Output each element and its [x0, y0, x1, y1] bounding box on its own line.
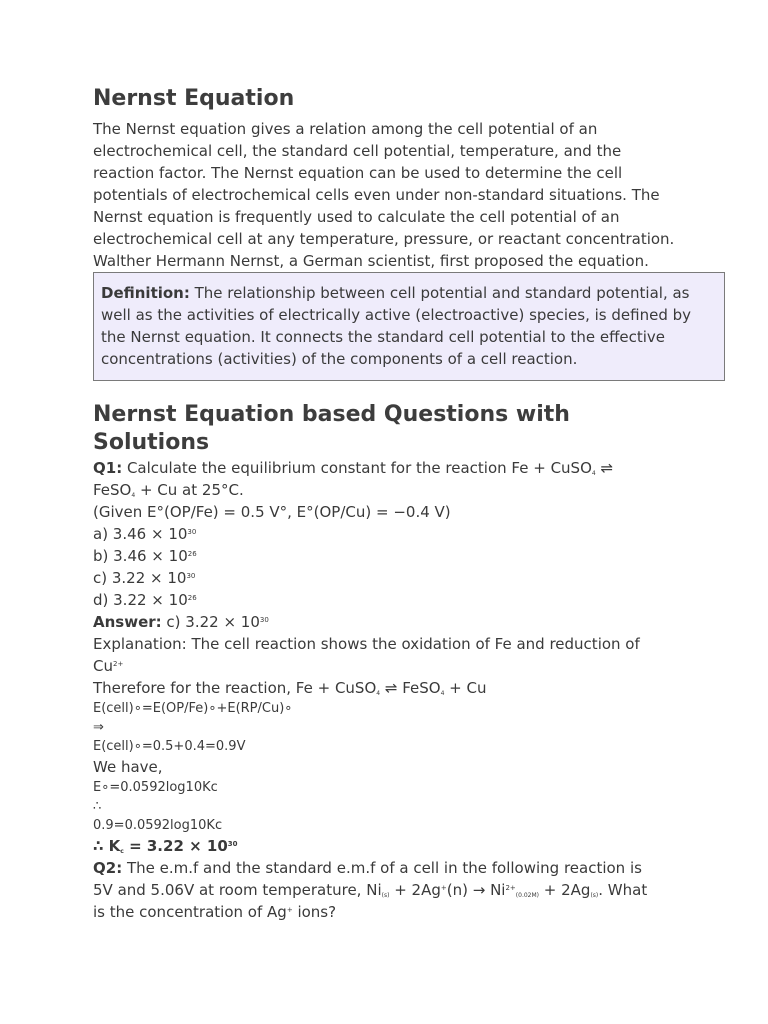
- q1-e-formula: E∘=0.0592log10Kc: [93, 780, 218, 795]
- implies-symbol: ⇒: [93, 720, 104, 735]
- q1-value-formula: 0.9=0.0592log10Kc: [93, 818, 223, 833]
- q1-option: d) $3.22 \times 10^{26}$: [93, 591, 197, 609]
- q1-answer: Answer: c) $3.22 \times 10^{30}$: [93, 613, 269, 631]
- questions-heading: Nernst Equation based Questions with Solutions: [93, 402, 570, 455]
- article: [93, 84, 692, 923]
- q1-therefore: Therefore for the reaction, Fe + CuSO$_4$ ⇌ FeSO$_4$ + Cu: [93, 679, 487, 697]
- q1-label: Q1:: [93, 459, 123, 477]
- q1-kc-result: ∴ $K_c = 3.22 \times 10^{30}$: [93, 837, 238, 855]
- q1-option: b) $3.46 \times 10^{26}$: [93, 547, 197, 565]
- question-2: [93, 857, 683, 923]
- q2-label: Q2:: [93, 859, 123, 877]
- answer-label: Answer:: [93, 613, 162, 631]
- page-title: Nernst Equation: [93, 86, 295, 111]
- q1-statement: Q1: Calculate the equilibrium constant for the reaction Fe + CuSO$_4$ ⇌ FeSO$_4$ + Cu at 25°C.: [93, 459, 614, 499]
- definition-text: The relationship between cell potential and standard potential, as well as the activities of electrically active (electroactive) species, is defined by the Nernst equation. It connects the standard cell potential to the effective concentrations (activities) of the components of a cell reaction.: [101, 284, 692, 368]
- q1-explanation: Explanation: The cell reaction shows the oxidation of Fe and reduction of $Cu^{2+}$: [93, 635, 640, 675]
- q1-given: (Given E°(OP/Fe) = 0.5 V°, E°(OP/Cu) = −0.4 V): [93, 503, 451, 521]
- therefore-symbol: ∴: [93, 799, 102, 814]
- q1-we-have: We have,: [93, 758, 163, 776]
- q1-ecell-value: E(cell)∘=0.5+0.4=0.9V: [93, 739, 246, 754]
- q1-ecell-formula: E(cell)∘=E(OP/Fe)∘+E(RP/Cu)∘: [93, 701, 293, 716]
- q2-statement: Q2: The e.m.f and the standard e.m.f of a cell in the following reaction is 5V and 5.06V at room temperature, $Ni_{(s)} + 2Ag^+(n) \to Ni^{2+}_{(0.02M)} + 2Ag_{(s)}$. What is the concentration of Ag+ ions?: [93, 859, 648, 921]
- question-1: [93, 457, 683, 857]
- definition-label: Definition:: [101, 284, 190, 302]
- definition-box: [93, 272, 725, 381]
- q1-option: c) $3.22 \times 10^{30}$: [93, 569, 196, 587]
- intro-paragraph: The Nernst equation gives a relation among the cell potential of an electrochemical cell, the standard cell potential, temperature, and the reaction factor. The Nernst equation can be used to determine the cell potentials of electrochemical cells even under non-standard situations. The Nernst equation is frequently used to calculate the cell potential of an electrochemical cell at any temperature, pressure, or reactant concentration. Walther Hermann Nernst, a German scientist, first proposed the equation.: [93, 120, 675, 270]
- q1-option: a) $3.46 \times 10^{30}$: [93, 525, 197, 543]
